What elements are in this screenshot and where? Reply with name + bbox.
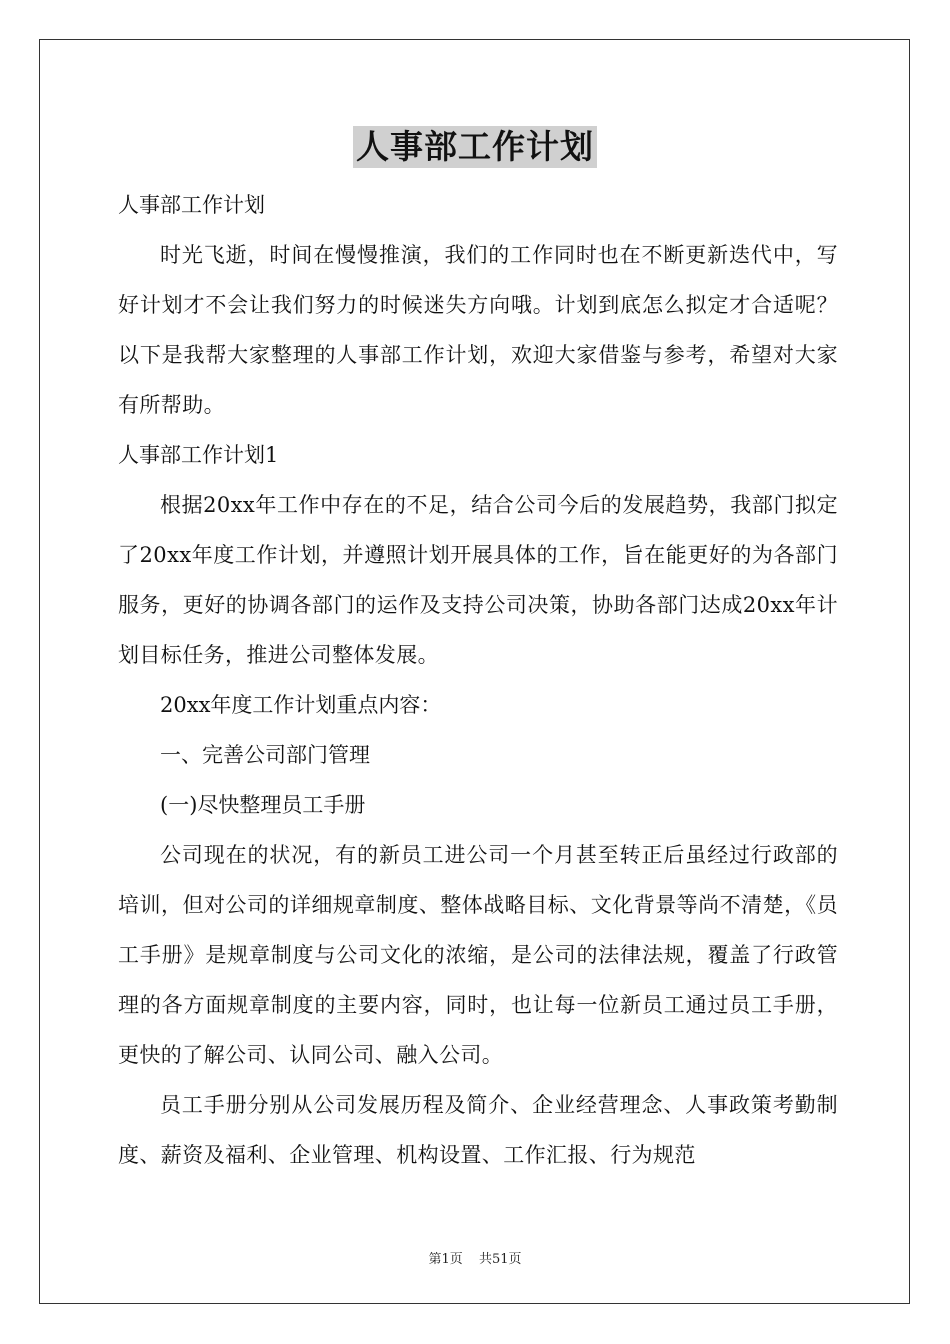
key-points-heading: 20xx年度工作计划重点内容： <box>160 693 442 717</box>
page-footer <box>0 1248 950 1267</box>
section-heading: 人事部工作计划1 <box>118 443 279 467</box>
status-paragraph: 公司现在的状况，有的新员工进公司一个月甚至转正后虽经过行政部的培训，但对公司的详细规章制度、整体战略目标、文化背景等尚不清楚，《员工手册》是规章制度与公司文化的浓缩，是公司的法律法规，覆盖了行政管理的各方面规章制度的主要内容，同时，也让每一位新员工通过员工手册，更快的了解公司、认同公司、融入公司。 <box>118 843 838 1067</box>
handbook-paragraph: 员工手册分别从公司发展历程及简介、企业经营理念、人事政策考勤制度、薪资及福利、企业管理、机构设置、工作汇报、行为规范 <box>118 1093 838 1167</box>
point-heading: 一、完善公司部门管理 <box>160 743 370 767</box>
document-subtitle: 人事部工作计划 <box>118 193 265 217</box>
document-body <box>118 180 838 1180</box>
intro-paragraph: 时光飞逝，时间在慢慢推演，我们的工作同时也在不断更新迭代中，写好计划才不会让我们努力的时候迷失方向哦。计划到底怎么拟定才合适呢？以下是我帮大家整理的人事部工作计划，欢迎大家借鉴与参考，希望对大家有所帮助。 <box>118 243 838 417</box>
document-title: 人事部工作计划 <box>353 126 597 168</box>
section-paragraph: 根据20xx年工作中存在的不足，结合公司今后的发展趋势，我部门拟定了20xx年度工作计划，并遵照计划开展具体的工作，旨在能更好的为各部门服务，更好的协调各部门的运作及支持公司决策，协助各部门达成20xx年计划目标任务，推进公司整体发展。 <box>118 493 838 667</box>
title-container <box>0 126 950 168</box>
page-total: 共51页 <box>478 1252 522 1267</box>
page-number: 第1页 <box>428 1252 463 1267</box>
sub-point-heading: (一)尽快整理员工手册 <box>160 793 366 817</box>
